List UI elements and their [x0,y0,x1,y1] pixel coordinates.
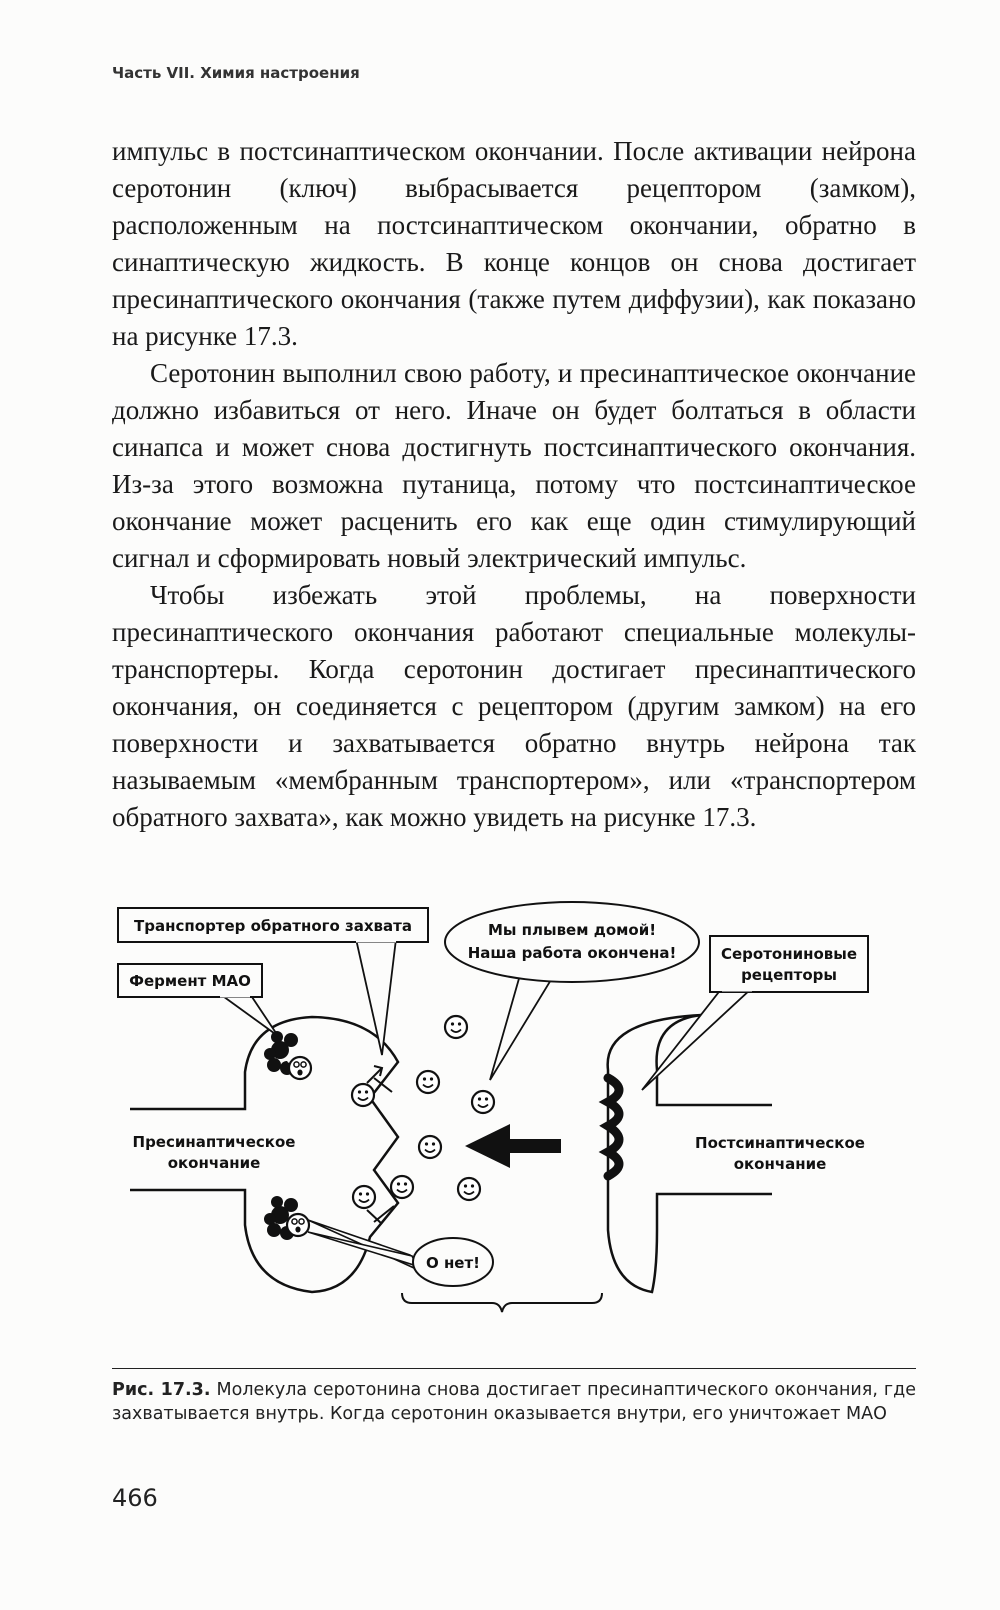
speech-bubble-oh-no [308,1220,493,1286]
serotonin-molecule [458,1178,480,1200]
label-transporter: Транспортер обратного захвата [134,917,412,935]
caption-text: Молекула серотонина снова достигает пресинаптического окончания, где захватывается внутрь. Когда серотонин оказывается внутри, его уничтожает МАО [112,1380,916,1424]
figure-17-3 [112,900,916,1345]
presynaptic-label-line2: окончание [167,1154,261,1172]
serotonin-molecule [353,1186,375,1208]
synaptic-cleft-brace [402,1293,602,1312]
bubble-oh-no-text: О нет! [425,1254,481,1272]
postsynaptic-terminal [608,1015,772,1292]
caption-rule [112,1368,916,1369]
label-mao-box [118,964,278,1036]
paragraph-3: Чтобы избежать этой проблемы, на поверхности пресинаптического окончания работают специальные молекулы-транспортеры. Когда серотонин достигает пресинаптического окончания, он соединяется с рецептором (другим замком) на его поверхности и захватывается обратно внутрь нейрона так называемым «мембранным транспортером», или «транспортером обратного захвата», как можно увидеть на рисунке 17.3. [112,580,916,832]
paragraph-1: импульс в постсинаптическом окончании. После активации нейрона серотонин (ключ) выбрасывается рецептором (замком), расположенным на постсинаптическом окончании, обратно в синаптическую жидкость. В конце концов он снова достигает пресинаптического окончания (также путем диффузии), как показано на рисунке 17.3. [112,136,916,351]
serotonin-molecule [352,1084,374,1106]
serotonin-molecule [391,1176,413,1198]
postsynaptic-label-line2: окончание [733,1155,827,1173]
caption-label: Рис. 17.3. [112,1380,211,1400]
bubble-home-line1: Мы плывем домой! [487,921,657,939]
label-receptors-line1: Серотониновые [721,945,857,963]
serotonin-molecule [419,1136,441,1158]
label-mao: Фермент МАО [129,972,251,990]
label-receptors-line2: рецепторы [741,966,837,984]
postsynaptic-label-line1: Постсинаптическое [695,1134,865,1152]
shocked-serotonin-top [289,1057,311,1079]
serotonin-molecule [417,1071,439,1093]
serotonin-molecule [445,1016,467,1038]
shocked-serotonin-bottom [287,1214,309,1236]
running-header: Часть VII. Химия настроения [112,64,360,82]
speech-bubble-home [445,902,699,1080]
presynaptic-label-line1: Пресинаптическое [132,1133,296,1151]
figure-caption [112,1378,916,1426]
paragraph-2: Серотонин выполнил свою работу, и пресинаптическое окончание должно избавиться от него. Иначе он будет болтаться в области синапса и может снова достигнуть постсинаптического окончания. Из-за этого возможна путаница, потому что постсинаптическое окончание может расценить его как еще один стимулирующий сигнал и сформировать новый электрический импульс. [112,358,916,573]
diffusion-arrow [465,1124,561,1168]
serotonin-molecule [472,1091,494,1113]
bubble-home-line2: Наша работа окончена! [467,944,677,962]
page-number: 466 [112,1484,158,1512]
body-text [112,133,916,836]
